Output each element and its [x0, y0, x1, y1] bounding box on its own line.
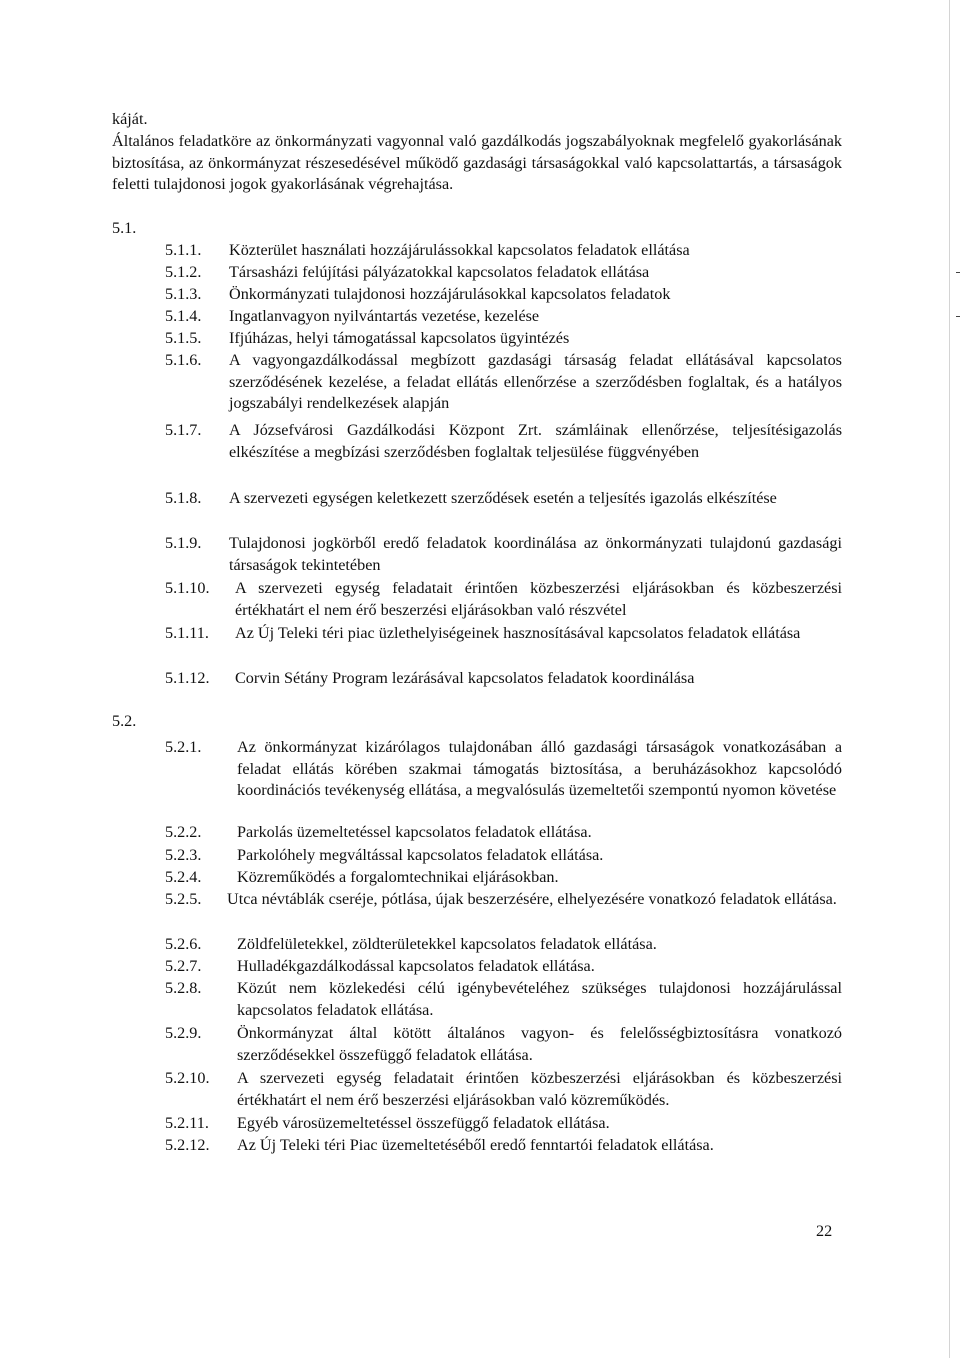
item-number: 5.2.11.	[165, 1114, 209, 1132]
scan-edge-line	[949, 0, 950, 1358]
item-text: Utca névtáblák cseréje, pótlása, újak beszerzésére, elhelyezésére vonatkozó feladatok ellátása.	[227, 890, 837, 908]
item-text: Önkormányzati tulajdonosi hozzájárulásokkal kapcsolatos feladatok	[229, 285, 671, 303]
item-text: Parkolás üzemeltetéssel kapcsolatos feladatok ellátása.	[237, 823, 592, 841]
item-number: 5.1.2.	[165, 263, 202, 281]
item-text: A vagyongazdálkodással megbízott gazdasági társaság feladat ellátásával kapcsolatos szerződésének kezelése, a feladat ellátás ellenőrzése a szerződésben foglaltak, és a hatályos jogszabályi rendelkezések alapján	[229, 351, 842, 413]
list-item	[165, 889, 842, 911]
item-text: Parkolóhely megváltással kapcsolatos feladatok ellátása.	[237, 846, 604, 864]
list-item	[165, 623, 842, 645]
item-number: 5.1.6.	[165, 351, 202, 369]
item-number: 5.2.7.	[165, 957, 202, 975]
item-number: 5.1.11.	[165, 624, 209, 642]
item-text: A szervezeti egység feladatait érintően közbeszerzési eljárásokban és közbeszerzési értékhatárt el nem érő beszerzési eljárásokban való közreműködés.	[237, 1069, 842, 1109]
list-item	[165, 306, 842, 328]
list-item	[165, 934, 842, 956]
scan-edge-tick	[956, 272, 960, 273]
item-number: 5.2.12.	[165, 1136, 210, 1154]
item-text: Zöldfelületekkel, zöldterületekkel kapcsolatos feladatok ellátása.	[237, 935, 657, 953]
item-text: Ifjúházas, helyi támogatással kapcsolatos ügyintézés	[229, 329, 570, 347]
list-item	[165, 240, 842, 262]
item-number: 5.2.9.	[165, 1024, 202, 1042]
item-number: 5.2.10.	[165, 1069, 210, 1087]
list-item	[165, 488, 842, 510]
scan-edge-tick	[956, 316, 960, 317]
item-number: 5.2.3.	[165, 846, 202, 864]
item-text: Az önkormányzat kizárólagos tulajdonában álló gazdasági társaságok vonatkozásában a feladat ellátás körében szakmai támogatás biztosítása, a beruházásokhoz kapcsolódó koordinációs tevékenység ellátása, a megvalósulás üzemeltetői szempontú nyomon követése	[237, 738, 842, 800]
item-text: A szervezeti egység feladatait érintően közbeszerzési eljárásokban és közbeszerzési értékhatárt el nem érő beszerzési eljárásokban való részvétel	[235, 579, 842, 619]
list-item	[165, 822, 842, 844]
item-number: 5.1.9.	[165, 534, 202, 552]
item-number: 5.2.5.	[165, 890, 202, 908]
item-number: 5.1.1.	[165, 241, 202, 259]
item-text: Egyéb városüzemeltetéssel összefüggő feladatok ellátása.	[237, 1114, 610, 1132]
item-text: A szervezeti egységen keletkezett szerződések esetén a teljesítés igazolás elkészítése	[229, 489, 777, 507]
item-number: 5.2.6.	[165, 935, 202, 953]
item-text: Tulajdonosi jogkörből eredő feladatok koordinálása az önkormányzati tulajdonú gazdasági társaságok tekintetében	[229, 534, 842, 574]
list-item	[165, 867, 842, 889]
list-item	[165, 262, 842, 284]
intro-paragraph: Általános feladatköre az önkormányzati vagyonnal való gazdálkodás jogszabályoknak megfelelő gyakorlásának biztosítása, az önkormányzat részesedésével működő gazdasági társaságokkal való kapcsolattartás, a társaságok feletti tulajdonosi jogok gyakorlásának végrehajtása.	[112, 132, 842, 194]
item-text: Ingatlanvagyon nyilvántartás vezetése, kezelése	[229, 307, 540, 325]
item-text: A Józsefvárosi Gazdálkodási Központ Zrt. számláinak ellenőrzése, teljesítésigazolás elkészítése a megbízási szerződésben foglaltak teljesülése függvényében	[229, 421, 842, 461]
list-item	[165, 350, 842, 415]
list-item	[165, 533, 842, 576]
item-text: Közút nem közlekedési célú igénybevételéhez szükséges tulajdonosi hozzájárulással kapcsolatos feladatok ellátása.	[237, 979, 842, 1019]
list-item	[165, 284, 842, 306]
item-number: 5.2.4.	[165, 868, 202, 886]
list-item	[165, 668, 842, 690]
item-number: 5.2.1.	[165, 738, 202, 756]
item-number: 5.1.5.	[165, 329, 202, 347]
item-text: Az Új Teleki téri Piac üzemeltetéséből eredő fenntartói feladatok ellátása.	[237, 1136, 714, 1154]
list-item	[165, 978, 842, 1021]
item-number: 5.1.3.	[165, 285, 202, 303]
fragment-text: káját.	[112, 110, 148, 128]
section-number-5-2: 5.2.	[112, 712, 137, 730]
list-item	[165, 578, 842, 621]
item-text: Hulladékgazdálkodással kapcsolatos feladatok ellátása.	[237, 957, 595, 975]
item-text: Közreműködés a forgalomtechnikai eljárásokban.	[237, 868, 559, 886]
item-number: 5.2.8.	[165, 979, 202, 997]
list-item	[165, 956, 842, 978]
item-text: Corvin Sétány Program lezárásával kapcsolatos feladatok koordinálása	[235, 669, 695, 687]
list-item	[165, 1068, 842, 1111]
list-item	[165, 1023, 842, 1066]
list-item	[165, 1135, 842, 1157]
item-number: 5.1.10.	[165, 579, 210, 597]
item-text: Az Új Teleki téri piac üzlethelyiségeinek hasznosításával kapcsolatos feladatok ellátása	[235, 624, 801, 642]
item-number: 5.1.7.	[165, 421, 202, 439]
list-item	[165, 845, 842, 867]
item-text: Közterület használati hozzájárulássokkal kapcsolatos feladatok ellátása	[229, 241, 690, 259]
list-item	[165, 328, 842, 350]
item-text: Önkormányzat által kötött általános vagyon- és felelősségbiztosításra vonatkozó szerződésekkel összefüggő feladatok ellátása.	[237, 1024, 842, 1064]
page-number: 22	[816, 1222, 833, 1240]
item-number: 5.1.8.	[165, 489, 202, 507]
section-number-5-1: 5.1.	[112, 219, 137, 237]
list-item	[165, 420, 842, 463]
list-item	[165, 737, 842, 802]
item-text: Társasházi felújítási pályázatokkal kapcsolatos feladatok ellátása	[229, 263, 650, 281]
item-number: 5.1.12.	[165, 669, 210, 687]
item-number: 5.2.2.	[165, 823, 202, 841]
item-number: 5.1.4.	[165, 307, 202, 325]
list-item	[165, 1113, 842, 1135]
